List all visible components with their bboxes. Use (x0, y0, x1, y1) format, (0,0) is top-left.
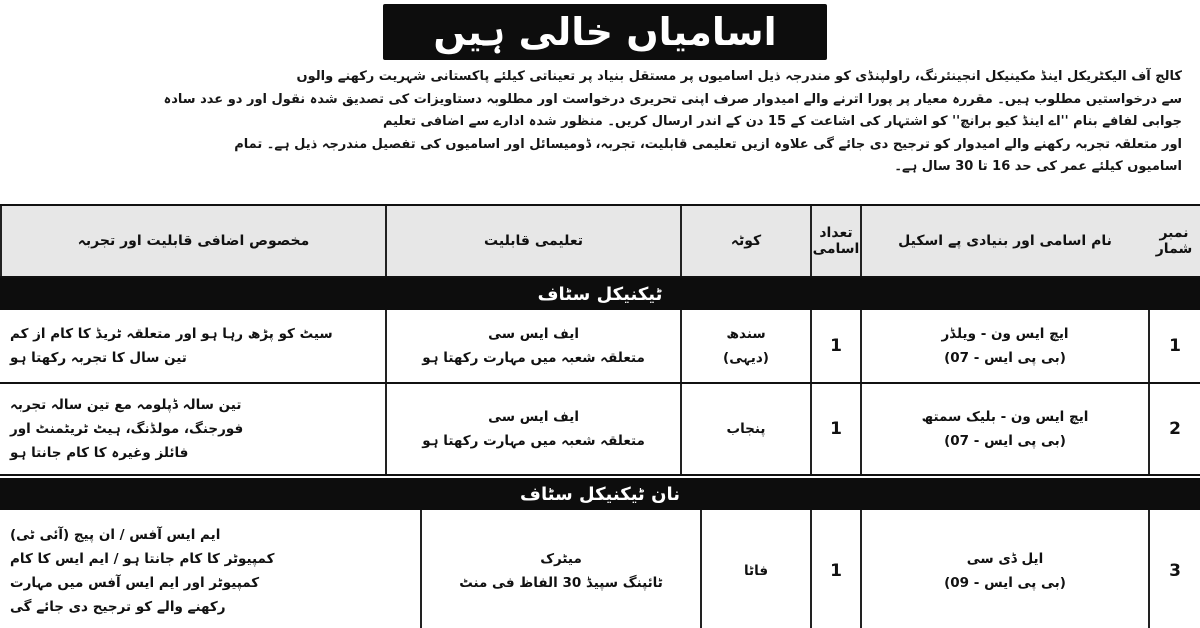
row-quota (680, 384, 810, 474)
post-name: ایچ ایس ون - ویلڈر (941, 326, 1069, 342)
quota-value: سندھ (726, 326, 766, 342)
header-extra: مخصوص اضافی قابلیت اور تجربہ (0, 206, 385, 276)
row-education (385, 310, 680, 382)
row-serial (1148, 510, 1200, 628)
extra-line: کمپیوٹر اور ایم ایس آفس میں مہارت (10, 575, 260, 591)
extra-line: تین سالہ ڈپلومہ مع تین سالہ تجربہ (10, 397, 242, 413)
row-count (810, 510, 860, 628)
headline-band (0, 0, 1200, 62)
section-technical-staff: ٹیکنیکل سٹاف (0, 278, 1200, 310)
row-extra (0, 310, 385, 382)
row-count (810, 310, 860, 382)
education-line: متعلقہ شعبہ میں مہارت رکھتا ہو (422, 350, 645, 366)
quota-value: پنجاب (726, 421, 766, 437)
intro-line: جوابی لفافے بنام ''اے اینڈ کیو برانچ'' کو اشتہار کی اشاعت کے 15 دن کے اندر ارسال کریں۔ منظور شدہ ادارے سے اضافی تعلیم (382, 114, 1182, 129)
row-extra (0, 384, 385, 474)
serial-value: 2 (1169, 419, 1181, 439)
row-count (810, 384, 860, 474)
row-post (860, 510, 1148, 628)
intro-paragraph (22, 66, 1182, 200)
quota-sub: (دیہی) (723, 350, 769, 366)
intro-line: اور متعلقہ تجربہ رکھنے والے امیدوار کو ترجیح دی جائے گی علاوہ ازیں تعلیمی قابلیت، تجربہ، ڈومیسائل اور اسامیوں کی تفصیل مندرجہ ذیل ہے۔ تمام (234, 136, 1182, 152)
header-serial: نمبر شمار (1155, 225, 1193, 257)
row-quota (700, 510, 810, 628)
row-serial (1148, 384, 1200, 474)
education-line: میٹرک (540, 551, 582, 567)
table-row (0, 510, 1200, 628)
extra-line: رکھنے والے کو ترجیح دی جائے گی (10, 599, 226, 615)
education-line: ایف ایس سی (488, 409, 579, 425)
extra-line: سیٹ کو پڑھ رہا ہو اور متعلقہ ٹریڈ کا کام از کم (10, 326, 333, 342)
vacancy-table (0, 204, 1200, 628)
extra-line: فائلز وغیرہ کا کام جانتا ہو (10, 445, 189, 461)
row-education (420, 510, 700, 628)
row-post (860, 310, 1148, 382)
header-count: تعداد اسامی (810, 206, 860, 276)
quota-value: فاٹا (743, 563, 769, 579)
header-education: تعلیمی قابلیت (385, 206, 680, 276)
row-serial (1148, 310, 1200, 382)
education-line: ایف ایس سی (488, 326, 579, 342)
post-scale: (بی پی ایس - 07) (944, 350, 1066, 366)
extra-line: تین سال کا تجربہ رکھتا ہو (10, 350, 187, 366)
count-value: 1 (830, 419, 842, 439)
section-non-technical-staff: نان ٹیکنیکل سٹاف (0, 478, 1200, 510)
table-row (0, 384, 1200, 476)
serial-value: 1 (1169, 336, 1181, 356)
post-name: ایل ڈی سی (966, 551, 1044, 567)
intro-line: کالج آف الیکٹریکل اینڈ مکینیکل انجینئرنگ، راولپنڈی کو مندرجہ ذیل اسامیوں پر مستقل بنیاد پر تعیناتی کیلئے پاکستانی شہریت رکھنے والوں (296, 69, 1182, 84)
row-education (385, 384, 680, 474)
extra-line: فورجنگ، مولڈنگ، ہیٹ ٹریٹمنٹ اور (10, 421, 244, 437)
row-extra (0, 510, 420, 628)
page-title: اسامیاں خالی ہیں (383, 4, 827, 60)
intro-line: سے درخواستیں مطلوب ہیں۔ مقررہ معیار پر پورا اترنے والے امیدوار صرف اپنی تحریری درخواست اور مطلوبہ دستاویزات کی تصدیق شدہ نقول اور دو عدد سادہ (163, 91, 1182, 107)
post-scale: (بی پی ایس - 09) (944, 575, 1066, 591)
intro-line: اسامیوں کیلئے عمر کی حد 16 تا 30 سال ہے۔ (894, 159, 1182, 174)
table-row (0, 310, 1200, 384)
post-scale: (بی پی ایس - 07) (944, 433, 1066, 449)
education-line: ٹائپنگ سپیڈ 30 الفاظ فی منٹ (459, 575, 663, 591)
post-name: ایچ ایس ون - بلیک سمتھ (921, 409, 1089, 425)
count-value: 1 (830, 561, 842, 581)
row-post (860, 384, 1148, 474)
table-header (0, 206, 1200, 278)
extra-line: ایم ایس آفس / ان پیج (آئی ٹی) (10, 527, 221, 543)
header-quota: کوٹہ (680, 206, 810, 276)
row-quota (680, 310, 810, 382)
header-post: نام اسامی اور بنیادی پے اسکیل (860, 206, 1148, 276)
education-line: متعلقہ شعبہ میں مہارت رکھتا ہو (422, 433, 645, 449)
serial-value: 3 (1169, 561, 1181, 581)
extra-line: کمپیوٹر کا کام جانتا ہو / ایم ایس کا کام (10, 551, 275, 567)
count-value: 1 (830, 336, 842, 356)
